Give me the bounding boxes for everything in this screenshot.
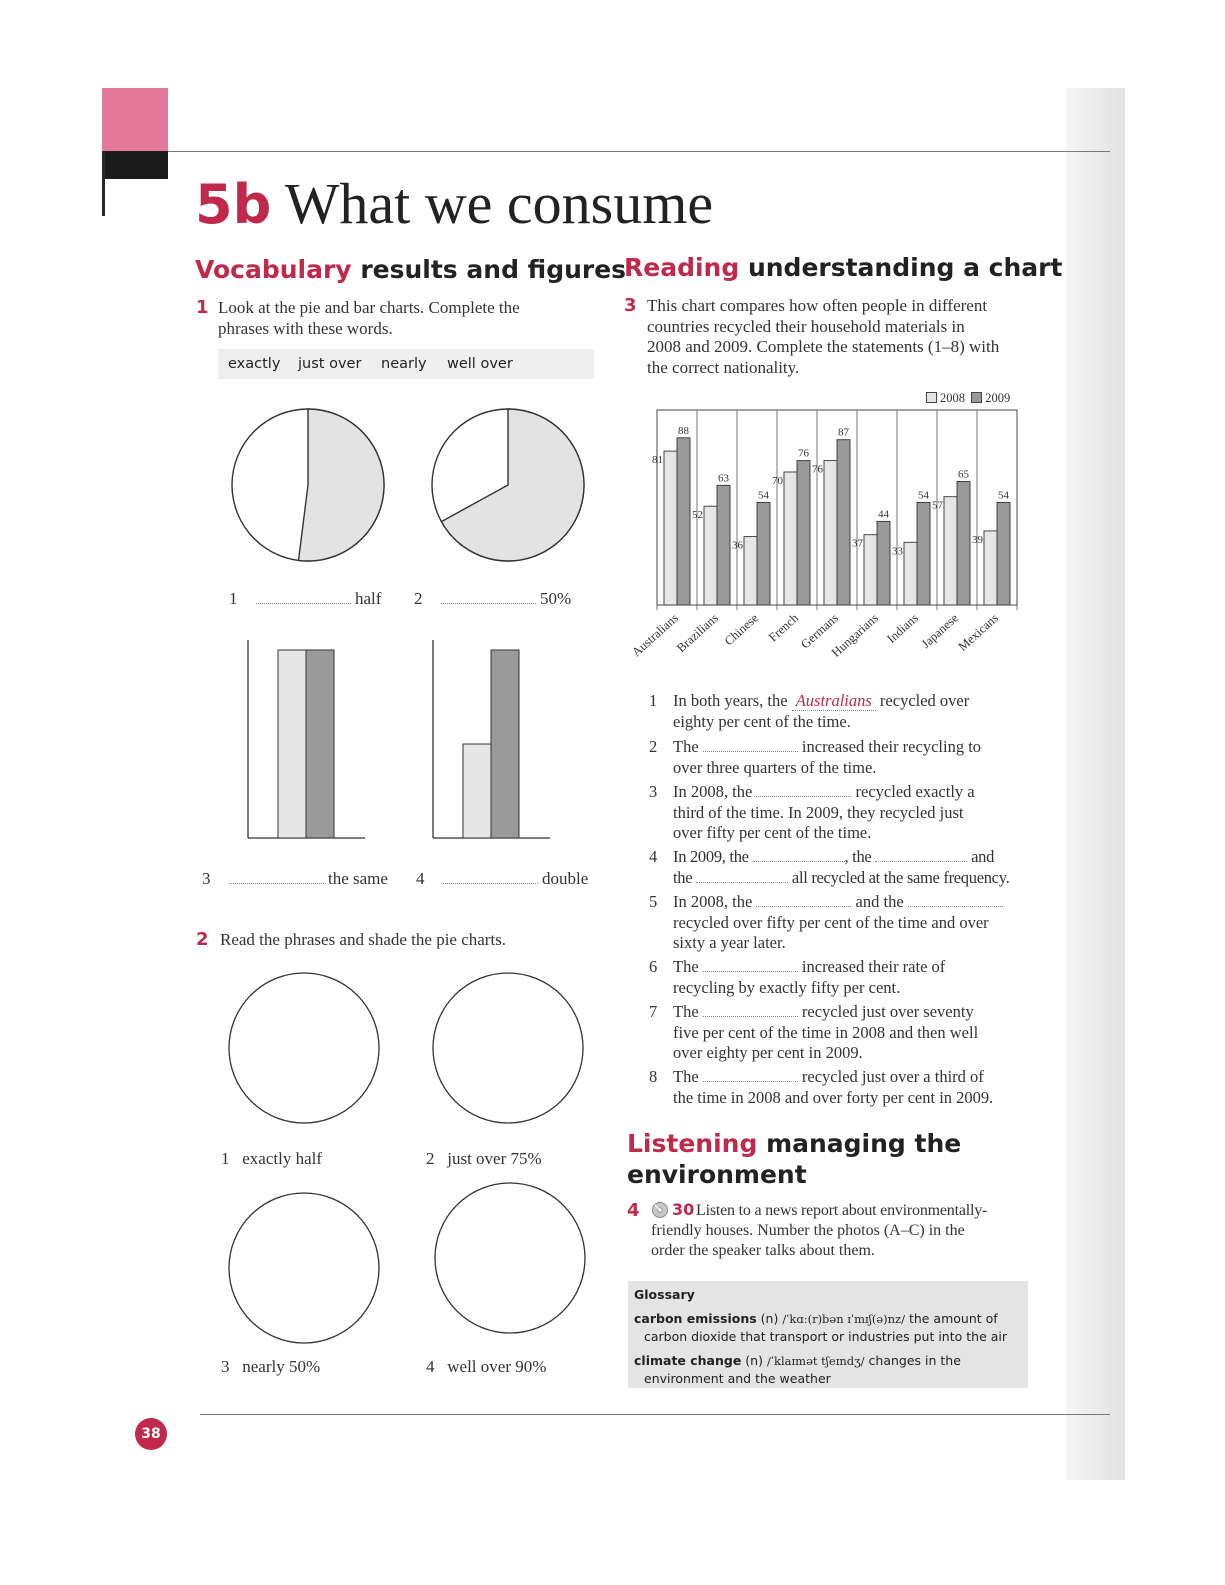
statement-number: 5 bbox=[649, 892, 658, 911]
bar-light bbox=[463, 744, 491, 838]
statement-text: recycled just over seventy bbox=[801, 1002, 974, 1021]
statement-text: over three quarters of the time. bbox=[673, 757, 877, 777]
bar-2009-chinese bbox=[757, 502, 770, 605]
blank-pie-1[interactable] bbox=[226, 970, 382, 1126]
exercise-4-line-2: friendly houses. Number the photos (A–C) in the bbox=[651, 1222, 965, 1239]
statement-text: recycled just over a third of bbox=[801, 1067, 984, 1086]
data-label-2008: 39 bbox=[972, 533, 983, 546]
bar-light bbox=[278, 650, 306, 838]
data-label-2009: 63 bbox=[718, 472, 729, 485]
answer-blank[interactable] bbox=[753, 849, 845, 862]
data-label-2009: 54 bbox=[998, 489, 1009, 502]
bar-2008-germans bbox=[824, 461, 837, 605]
statement-text: In 2008, the bbox=[673, 892, 753, 911]
statement-text: third of the time. In 2009, they recycled just bbox=[673, 802, 964, 822]
glossary-ipa: /ˈklaɪmət tʃeɪndʒ/ bbox=[766, 1354, 865, 1368]
glossary-entry-2 bbox=[634, 1353, 961, 1368]
statement-text: In 2008, the bbox=[673, 782, 753, 801]
ex2-item-1 bbox=[221, 1149, 322, 1169]
statement-text: recycled over bbox=[879, 691, 970, 710]
blank-pie-2[interactable] bbox=[430, 970, 586, 1126]
pie-chart-2 bbox=[428, 405, 588, 565]
item-suffix: half bbox=[355, 589, 382, 608]
bar-2008-indians bbox=[904, 542, 917, 605]
answer-blank[interactable] bbox=[875, 849, 967, 862]
data-label-2008: 33 bbox=[892, 545, 903, 558]
word-well-over: well over bbox=[447, 356, 513, 372]
glossary-entry-1 bbox=[634, 1311, 998, 1326]
glossary-term: climate change bbox=[634, 1353, 742, 1368]
exercise-4-line-1: Listen to a news report about environmentally- bbox=[696, 1202, 988, 1219]
answer-blank[interactable] bbox=[908, 894, 1003, 907]
unit-title: What we consume bbox=[284, 171, 714, 236]
bottom-rule bbox=[200, 1414, 1110, 1415]
glossary-title: Glossary bbox=[634, 1287, 695, 1302]
glossary-definition: changes in the bbox=[868, 1353, 961, 1368]
answer-blank[interactable] bbox=[696, 870, 788, 883]
bar-2009-australians bbox=[677, 438, 690, 605]
x-tick-label: Germans bbox=[798, 610, 842, 652]
bar-chart-3 bbox=[240, 638, 372, 850]
answer-blank[interactable] bbox=[756, 894, 851, 907]
bar-2009-hungarians bbox=[877, 521, 890, 605]
exercise-3-number: 3 bbox=[624, 295, 637, 316]
item-label: exactly half bbox=[242, 1149, 323, 1168]
statement-text: The bbox=[673, 737, 699, 756]
ex1-item-2 bbox=[414, 589, 571, 609]
pie-chart-1 bbox=[228, 405, 388, 565]
glossary-ipa: /ˈkɑː(r)bən ɪˈmɪʃ(ə)nz/ bbox=[782, 1312, 905, 1326]
statement-text: the time in 2008 and over forty per cent in 2009. bbox=[673, 1087, 994, 1107]
data-label-2009: 87 bbox=[838, 426, 849, 439]
statement-8 bbox=[649, 1067, 1033, 1108]
word-exactly: exactly bbox=[228, 356, 281, 372]
data-label-2008: 57 bbox=[932, 499, 943, 512]
reading-heading bbox=[624, 253, 1062, 282]
tab-line bbox=[102, 151, 105, 216]
ex1-item-1 bbox=[229, 589, 381, 609]
item-number: 4 bbox=[416, 869, 425, 888]
statement-text: eighty per cent of the time. bbox=[673, 711, 851, 731]
bar-2009-indians bbox=[917, 502, 930, 605]
answer-blank[interactable] bbox=[703, 739, 798, 752]
exercise-2-number: 2 bbox=[196, 929, 209, 950]
statement-text: recycled exactly a bbox=[855, 782, 975, 801]
statement-text: over eighty per cent in 2009. bbox=[673, 1043, 863, 1062]
bar-2008-hungarians bbox=[864, 535, 877, 605]
data-label-2009: 44 bbox=[878, 508, 889, 521]
glossary-definition: the amount of bbox=[908, 1311, 998, 1326]
ex1-item-4 bbox=[416, 869, 588, 889]
item-label: nearly 50% bbox=[242, 1357, 321, 1376]
unit-number: 5b bbox=[195, 173, 272, 236]
item-label: just over 75% bbox=[447, 1149, 542, 1168]
glossary-term: carbon emissions bbox=[634, 1311, 757, 1326]
reading-heading-red: Reading bbox=[624, 253, 740, 282]
data-label-2008: 70 bbox=[772, 475, 783, 487]
statement-text: sixty a year later. bbox=[673, 933, 786, 952]
x-tick-label: Mexicans bbox=[955, 610, 1002, 654]
bar-2008-australians bbox=[664, 451, 677, 605]
word-just-over: just over bbox=[298, 356, 362, 372]
statement-4 bbox=[649, 847, 1033, 888]
statement-text: all recycled at the same frequency. bbox=[791, 867, 1010, 887]
exercise-4-line-3: order the speaker talks about them. bbox=[651, 1242, 875, 1259]
data-label-2008: 81 bbox=[652, 454, 663, 467]
x-tick-label: French bbox=[765, 610, 802, 645]
item-suffix: the same bbox=[328, 869, 388, 888]
page-title bbox=[195, 170, 713, 237]
exercise-1-number: 1 bbox=[196, 297, 209, 318]
vocabulary-heading-rest: results and figures bbox=[360, 255, 627, 284]
data-label-2008: 37 bbox=[852, 537, 863, 550]
item-number: 2 bbox=[426, 1149, 435, 1168]
data-label-2009: 54 bbox=[758, 489, 769, 502]
item-suffix: 50% bbox=[540, 589, 572, 608]
statement-number: 1 bbox=[649, 691, 658, 710]
instruction-line: countries recycled their household materials in bbox=[647, 316, 965, 336]
statement-5 bbox=[649, 892, 1033, 954]
statement-text: In 2009, the bbox=[673, 847, 749, 866]
statement-text: In both years, the bbox=[673, 691, 788, 710]
top-rule bbox=[168, 151, 1110, 152]
x-tick-label: Australians bbox=[629, 610, 682, 660]
glossary-box bbox=[628, 1281, 1028, 1388]
instruction-line: 2008 and 2009. Complete the statements (1–8) with bbox=[647, 337, 1000, 356]
glossary-entry-1-cont: carbon dioxide that transport or industries put into the air bbox=[644, 1329, 1008, 1344]
statement-2 bbox=[649, 737, 1023, 778]
instruction-line: phrases with these words. bbox=[218, 318, 393, 338]
statement-text: and bbox=[971, 847, 995, 866]
data-label-2009: 88 bbox=[678, 424, 689, 437]
x-tick-label: Chinese bbox=[721, 610, 762, 649]
page-number-badge: 38 bbox=[135, 1418, 167, 1450]
statement-7 bbox=[649, 1002, 1023, 1064]
answer-blank[interactable] bbox=[703, 1069, 798, 1082]
data-label-2009: 54 bbox=[918, 489, 929, 502]
glossary-pos: (n) bbox=[760, 1311, 779, 1326]
exercise-4-number: 4 bbox=[627, 1200, 640, 1221]
glossary-pos: (n) bbox=[745, 1353, 763, 1368]
statement-text: and the bbox=[855, 892, 904, 911]
unit-tab-black bbox=[102, 151, 168, 179]
ex2-item-4 bbox=[426, 1357, 546, 1377]
x-tick-label: Brazilians bbox=[673, 610, 722, 656]
answer-blank[interactable] bbox=[703, 1004, 798, 1017]
ex2-item-2 bbox=[426, 1149, 542, 1169]
bar-2009-japanese bbox=[957, 482, 970, 606]
statement-3 bbox=[649, 782, 1023, 844]
item-number: 1 bbox=[229, 589, 238, 608]
statement-text: increased their recycling to bbox=[801, 737, 982, 756]
word-box bbox=[218, 349, 594, 379]
recycling-bar-chart bbox=[620, 400, 1040, 690]
legend-label-2008: 2008 bbox=[940, 391, 965, 405]
audio-cd-icon[interactable] bbox=[651, 1201, 669, 1219]
instruction-line: Look at the pie and bar charts. Complete the bbox=[218, 298, 520, 317]
answer-blank[interactable] bbox=[443, 871, 538, 884]
vocabulary-heading-red: Vocabulary bbox=[195, 255, 352, 284]
bar-2008-japanese bbox=[944, 497, 957, 605]
data-label-2008: 36 bbox=[732, 539, 743, 552]
bar-dark bbox=[491, 650, 519, 838]
bar-chart-4 bbox=[425, 638, 557, 850]
x-tick-label: Hungarians bbox=[828, 610, 882, 660]
statement-text: The bbox=[673, 957, 699, 976]
legend-label-2009: 2009 bbox=[985, 391, 1011, 405]
exercise-3-instruction bbox=[647, 296, 999, 378]
item-number: 3 bbox=[221, 1357, 230, 1376]
ex2-item-3 bbox=[221, 1357, 320, 1377]
statement-1 bbox=[649, 691, 1023, 732]
listening-heading-rest: environment bbox=[627, 1160, 807, 1189]
bar-dark bbox=[306, 650, 334, 838]
x-tick-label: Japanese bbox=[918, 610, 962, 651]
reading-heading-rest: understanding a chart bbox=[747, 253, 1063, 282]
blank-pie-3[interactable] bbox=[226, 1190, 382, 1346]
instruction-line: This chart compares how often people in different bbox=[647, 296, 988, 315]
item-suffix: double bbox=[542, 869, 589, 888]
exercise-1-instruction bbox=[218, 298, 520, 339]
statement-6 bbox=[649, 957, 1023, 998]
unit-tab-pink bbox=[102, 88, 168, 151]
bar-2009-brazilians bbox=[717, 485, 730, 605]
bar-2009-germans bbox=[837, 440, 850, 605]
bar-2008-mexicans bbox=[984, 531, 997, 605]
item-label: well over 90% bbox=[447, 1357, 547, 1376]
blank-pie-4[interactable] bbox=[432, 1180, 588, 1336]
data-label-2008: 76 bbox=[812, 463, 823, 476]
item-number: 3 bbox=[202, 869, 211, 888]
statement-text: increased their rate of bbox=[801, 957, 946, 976]
statement-text: recycling by exactly fifty per cent. bbox=[673, 977, 901, 997]
listening-heading-rest: managing the bbox=[766, 1129, 962, 1158]
vocabulary-heading bbox=[195, 255, 626, 284]
statement-text: over fifty per cent of the time. bbox=[673, 823, 872, 842]
listening-heading bbox=[627, 1128, 961, 1190]
data-label-2008: 52 bbox=[692, 509, 703, 522]
bar-2009-mexicans bbox=[997, 502, 1010, 605]
statement-text: recycled over fifty per cent of the time and over bbox=[673, 912, 989, 932]
data-label-2009: 65 bbox=[958, 468, 969, 481]
statement-number: 6 bbox=[649, 957, 658, 976]
bar-2009-french bbox=[797, 461, 810, 605]
answer-blank[interactable] bbox=[256, 591, 351, 604]
bar-2008-chinese bbox=[744, 537, 757, 605]
statement-text: The bbox=[673, 1067, 699, 1086]
item-number: 1 bbox=[221, 1149, 230, 1168]
example-answer: Australians bbox=[792, 691, 876, 711]
statement-number: 2 bbox=[649, 737, 658, 756]
statement-number: 7 bbox=[649, 1002, 658, 1021]
exercise-2-instruction: Read the phrases and shade the pie charts. bbox=[220, 930, 507, 949]
answer-blank[interactable] bbox=[441, 591, 536, 604]
statement-text: The bbox=[673, 1002, 699, 1021]
ex1-item-3 bbox=[202, 869, 388, 889]
statement-text: five per cent of the time in 2008 and then well bbox=[673, 1022, 979, 1042]
item-number: 2 bbox=[414, 589, 423, 608]
answer-blank[interactable] bbox=[756, 784, 851, 797]
pie-shaded-slice bbox=[299, 409, 385, 561]
data-label-2009: 76 bbox=[798, 447, 809, 460]
statement-number: 4 bbox=[649, 847, 657, 866]
page-gutter-shadow bbox=[1066, 88, 1125, 1480]
word-nearly: nearly bbox=[381, 356, 427, 372]
bar-2008-french bbox=[784, 472, 797, 605]
item-number: 4 bbox=[426, 1357, 435, 1376]
track-number: 30 bbox=[672, 1200, 695, 1219]
instruction-line: the correct nationality. bbox=[647, 357, 800, 377]
statement-text: , the bbox=[844, 847, 872, 866]
statement-number: 3 bbox=[649, 782, 658, 801]
answer-blank[interactable] bbox=[229, 871, 324, 884]
x-tick-label: Indians bbox=[884, 610, 922, 646]
statement-text: the bbox=[673, 867, 693, 887]
answer-blank[interactable] bbox=[703, 959, 798, 972]
statement-number: 8 bbox=[649, 1067, 658, 1086]
bar-2008-brazilians bbox=[704, 506, 717, 605]
glossary-entry-2-cont: environment and the weather bbox=[644, 1371, 831, 1386]
listening-heading-red: Listening bbox=[627, 1129, 758, 1158]
